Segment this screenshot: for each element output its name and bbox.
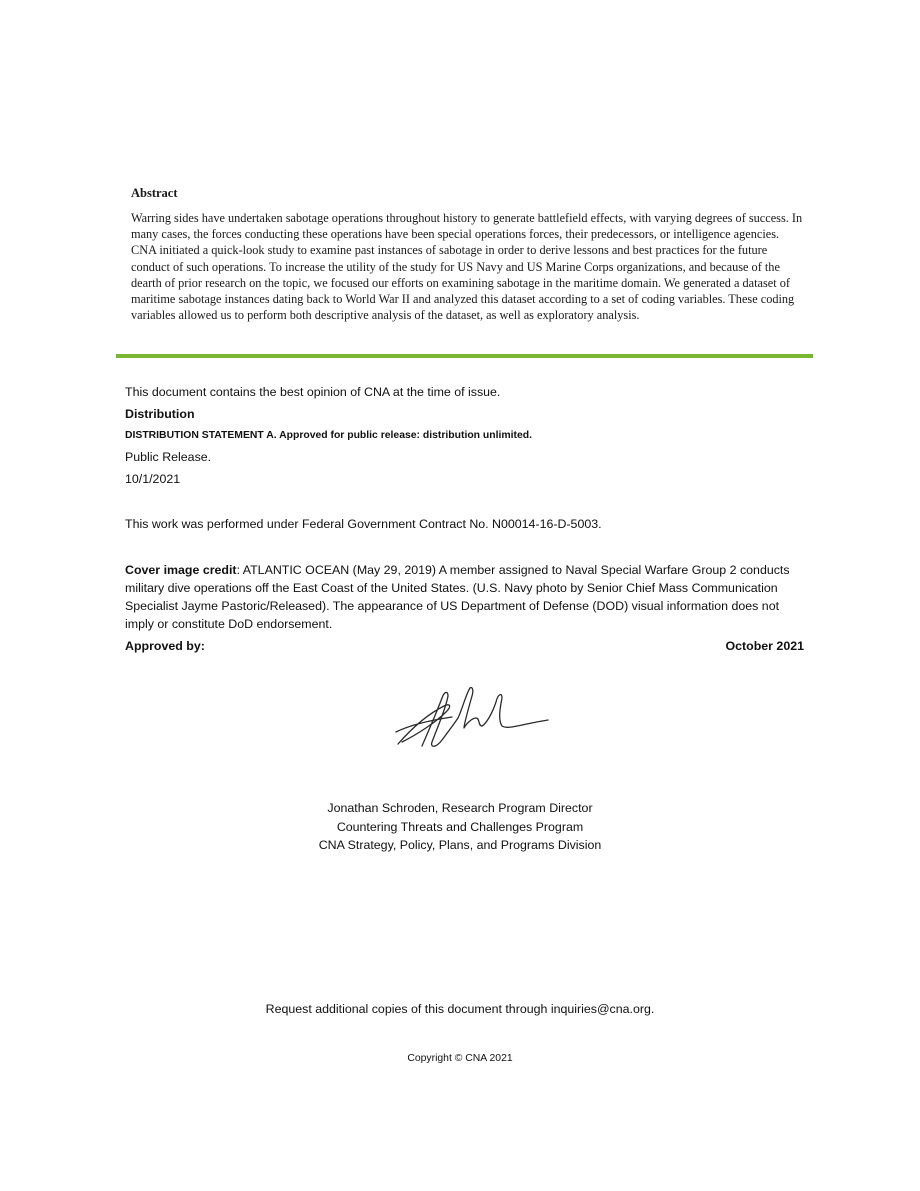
signatory-program: Countering Threats and Challenges Program <box>336 819 584 834</box>
contract-statement: This work was performed under Federal Government Contract No. N00014-16-D-5003. <box>125 517 602 531</box>
opinion-statement: This document contains the best opinion of CNA at the time of issue. <box>125 385 501 399</box>
copyright-notice: Copyright © CNA 2021 <box>407 1053 513 1065</box>
approved-by-label: Approved by: <box>125 639 205 653</box>
signatory-name-title: Jonathan Schroden, Research Program Director <box>327 801 593 815</box>
cover-image-credit <box>125 561 805 633</box>
abstract-heading: Abstract <box>131 186 178 200</box>
signatory-division: CNA Strategy, Policy, Plans, and Programs Division <box>318 838 602 852</box>
issue-date: 10/1/2021 <box>125 472 181 486</box>
distribution-heading: Distribution <box>125 407 195 421</box>
abstract-section <box>131 184 803 323</box>
distribution-statement: DISTRIBUTION STATEMENT A. Approved for public release: distribution unlimited. <box>125 430 532 441</box>
signatory-block <box>260 799 660 855</box>
cover-credit-text: : ATLANTIC OCEAN (May 29, 2019) A member assigned to Naval Special Warfare Group 2 conducts military dive operations off the East Coast of the United States. (U.S. Navy photo by Senior Chief Mass Communication Specialist Jayme Pastoric/Released). The appearance of US Department of Defense (DOD) visual information does not imply or constitute DoD endorsement. <box>125 563 790 631</box>
approval-row <box>125 637 804 655</box>
section-divider <box>116 354 813 358</box>
cover-credit-label: Cover image credit <box>125 563 237 577</box>
approval-date: October 2021 <box>725 639 804 653</box>
abstract-body: Warring sides have undertaken sabotage operations throughout history to generate battlefield effects, with varying degrees of success. In many cases, the forces conducting these operations have been special operations forces, their predecessors, or intelligence agencies. CNA initiated a quick-look study to examine past instances of sabotage in order to derive lessons and best practices for the future conduct of such operations. To increase the utility of the study for US Navy and US Marine Corps organizations, and because of the dearth of prior research on the topic, we focused our efforts on examining sabotage in the maritime domain. We generated a dataset of maritime sabotage instances dating back to World War II and analyzed this dataset according to a set of coding variables. These coding variables allowed us to perform both descriptive analysis of the dataset, as well as exploratory analysis. <box>131 211 803 323</box>
request-copies-note: Request additional copies of this document through inquiries@cna.org. <box>265 1002 655 1017</box>
signature-image <box>392 684 554 750</box>
release-statement: Public Release. <box>125 450 212 464</box>
